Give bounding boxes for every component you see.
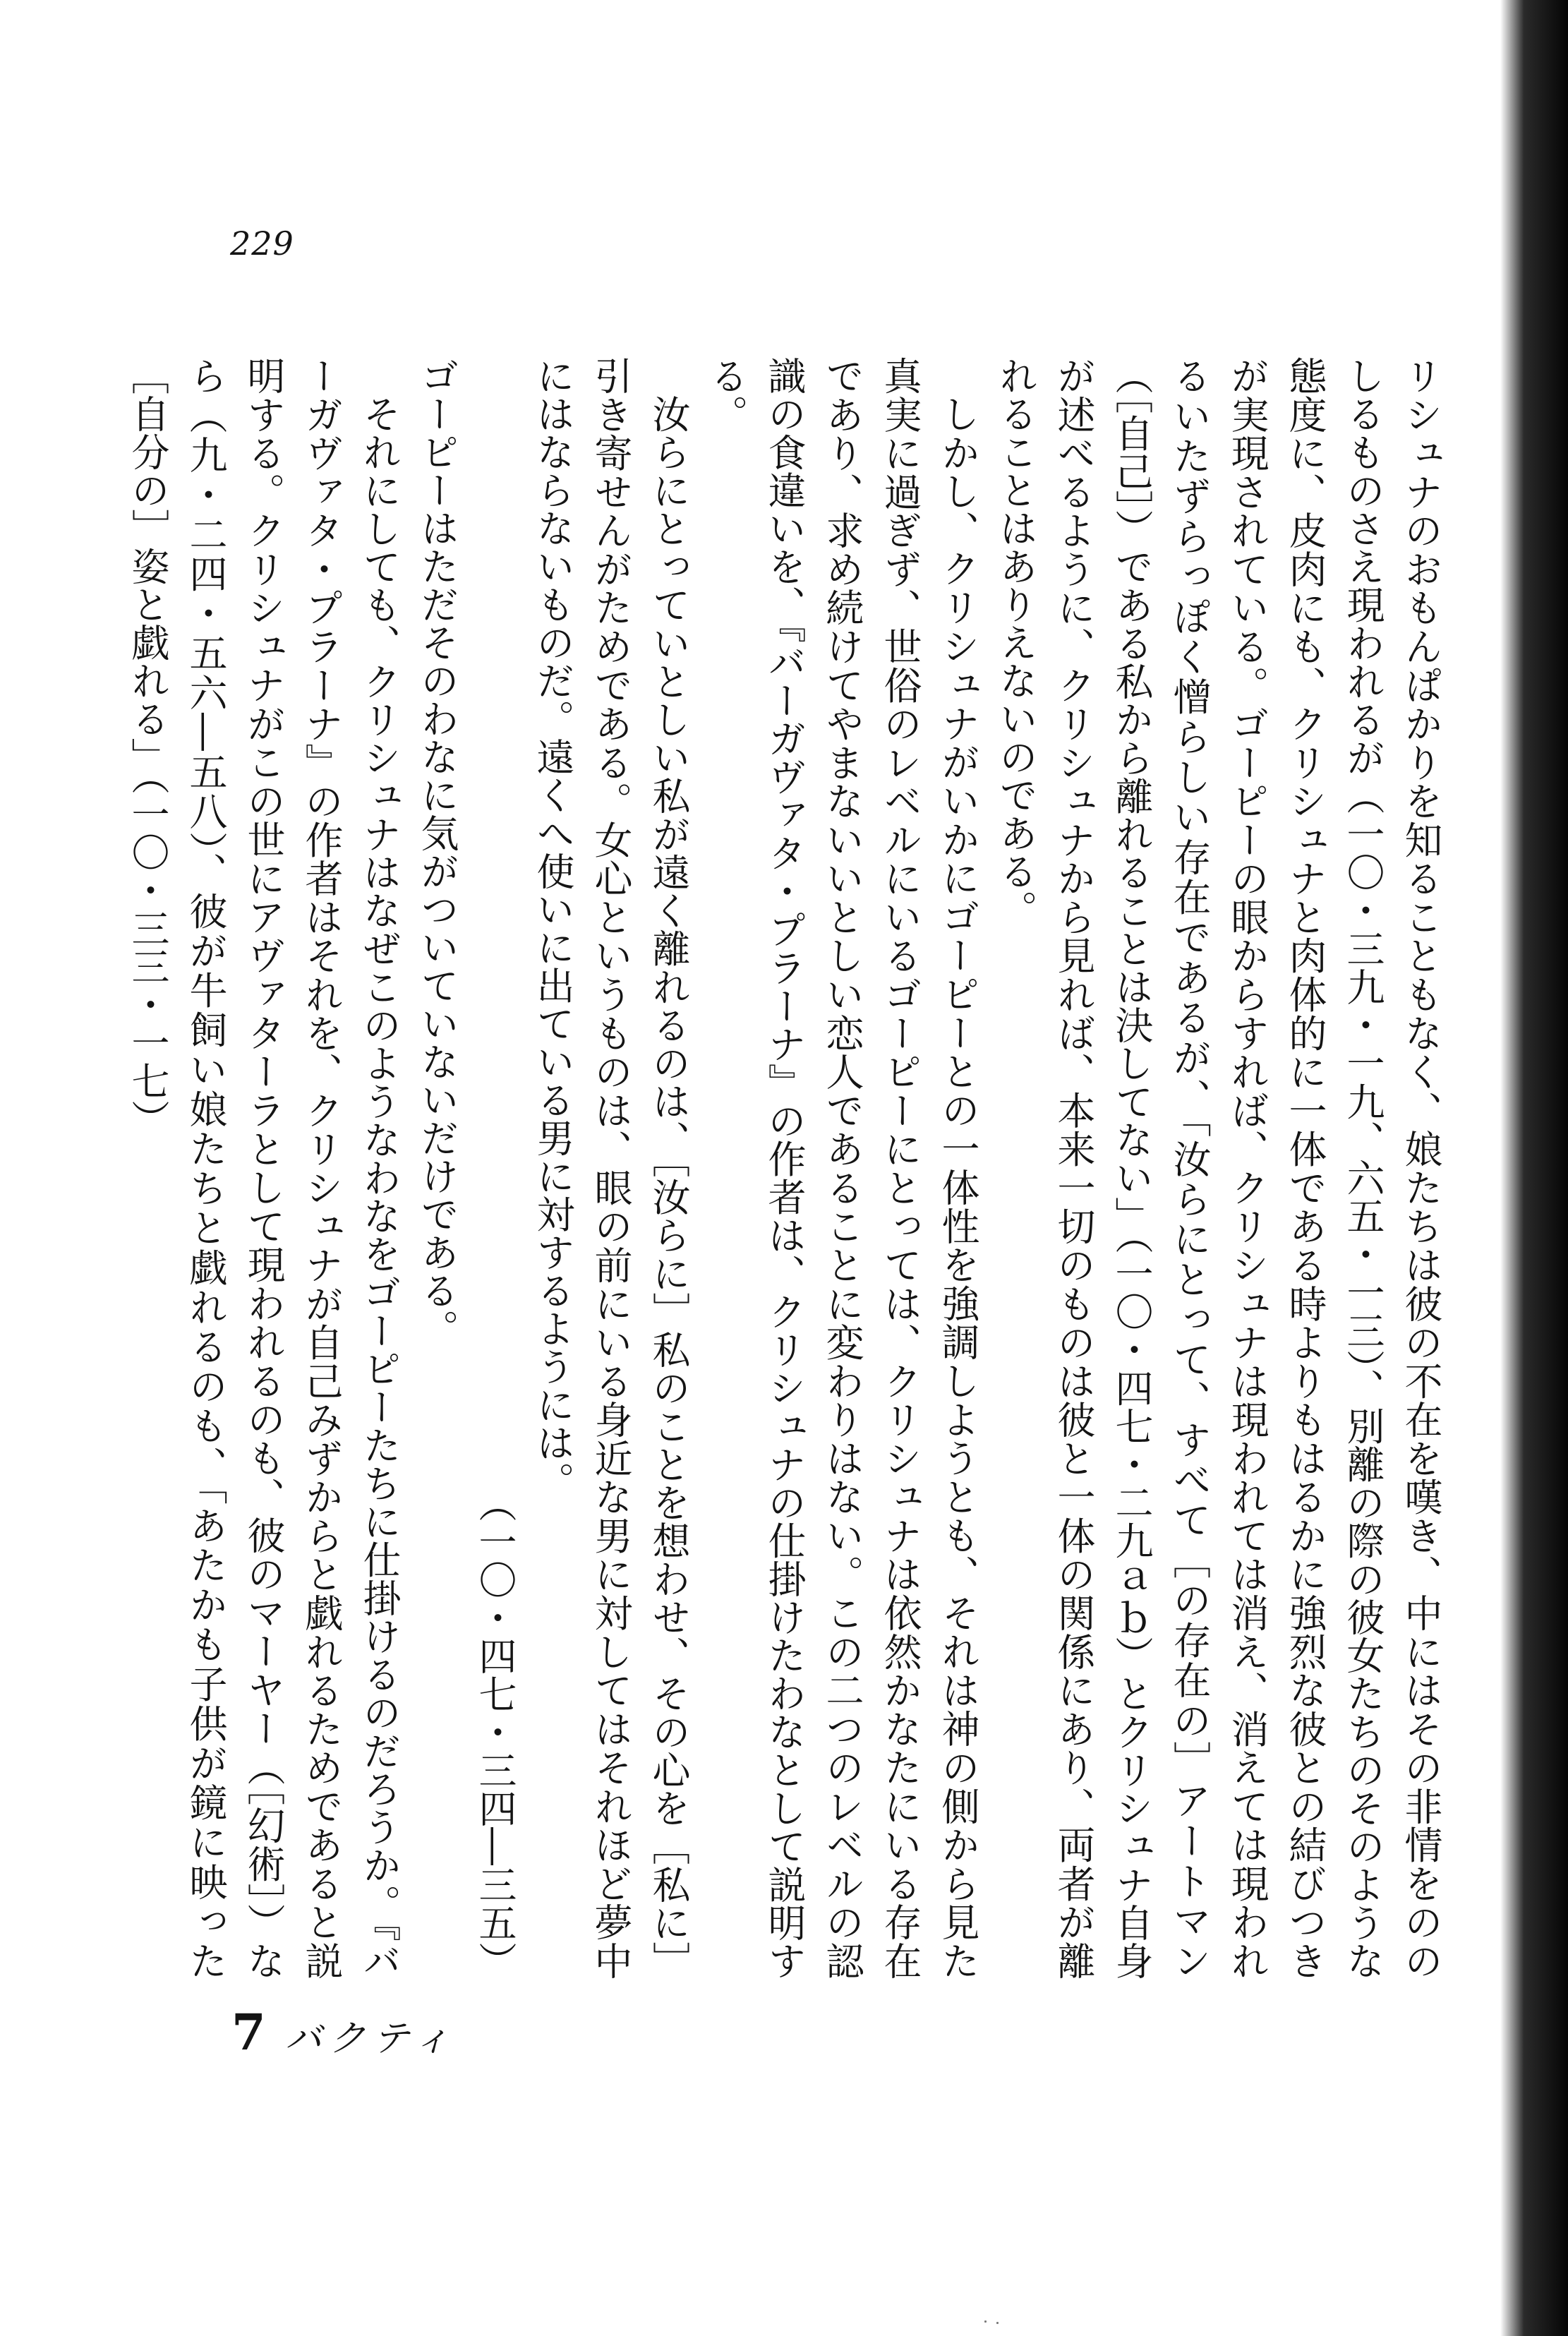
paper-speck bbox=[996, 2322, 999, 2324]
page-number: 229 bbox=[230, 224, 294, 263]
paragraph-1: リシュナのおもんぱかりを知ることもなく、娘たちは彼の不在を嘆き、中にはその非情をののしるものさえ現われるが（一〇・三九・一九、六五・一三）、別離の際の彼女たちのそのような態度に、皮肉にも、クリシュナと肉体的に一体である時よりもはるかに強烈な彼との結びつきが実現されている。ゴーピーの眼からすれば、クリシュナは現われては消え、消えては現われるいたずらっぽく憎らしい存在であるが、「汝らにとって、すべて［の存在の］アートマン（［自己］）である私から離れることは決してない」（一〇・四七・二九ａｂ）とクリシュナ自身が述べるように、クリシュナから見れば、本来一切のものは彼と一体の関係にあり、両者が離れることはありえないのである。 bbox=[994, 356, 1443, 1980]
block-quote: 汝らにとっていとしい私が遠く離れるのは、［汝らに］私のことを想わせ、その心を［私に］引き寄せんがためである。女心というものは、眼の前にいる身近な男に対してはそれほど夢中にはならないものだ。遠くへ使いに出ている男に対するようには。 bbox=[531, 356, 691, 1980]
paragraph-2: しかし、クリシュナがいかにゴーピーとの一体性を強調しようとも、それは神の側から見た真実に過ぎず、世俗のレベルにいるゴーピーにとっては、クリシュナは依然かなたにいる存在であり、求め続けてやまないいとしい恋人であることに変わりはない。この二つのレベルの認識の食違いを、『バーガヴァタ・プラーナ』の作者は、クリシュナの仕掛けたわなとして説明する。 bbox=[704, 356, 980, 1980]
chapter-number: 7 bbox=[231, 2003, 266, 2061]
chapter-title: バクティ bbox=[285, 2018, 457, 2060]
paragraph-4: それにしても、クリシュナはなぜこのようなわなをゴーピーたちに仕掛けるのだろうか。『バーガヴァタ・プラーナ』の作者はそれを、クリシュナが自己みずからと戯れるためであると説明する。クリシュナがこの世にアヴァターラとして現われるのも、彼のマーヤー（［幻術］）なら（九・二四・五六―五八）、彼が牛飼い娘たちと戯れるのも、「あたかも子供が鏡に映った［自分の］姿と戯れる」（一〇・三三・一七） bbox=[126, 356, 402, 1980]
vertical-body-text bbox=[126, 356, 1449, 1980]
paragraph-3: ゴーピーはただそのわなに気がついていないだけである。 bbox=[415, 356, 459, 1347]
paper-speck bbox=[984, 2320, 987, 2323]
quote-citation: （一〇・四七・三四―三五） bbox=[473, 1484, 517, 1980]
binding-shadow bbox=[1500, 0, 1568, 2336]
